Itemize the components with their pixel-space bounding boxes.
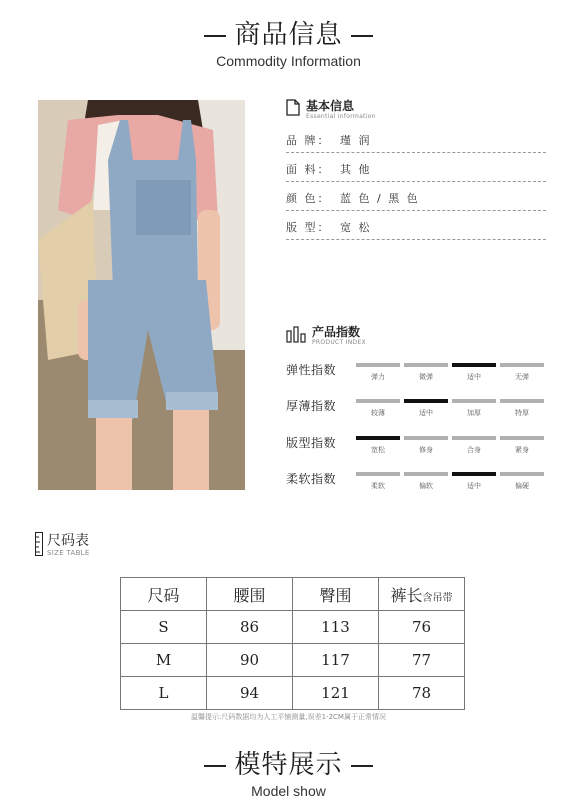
table-cell: 90 (207, 644, 293, 677)
index-bar (500, 399, 544, 403)
info-key: 颜 色： (286, 192, 331, 205)
table-cell: 94 (207, 677, 293, 710)
ruler-icon (35, 532, 43, 556)
index-label: 柔软指数 (286, 472, 337, 486)
document-icon (286, 99, 300, 116)
index-option-label: 加厚 (467, 409, 481, 417)
dash-left-icon (204, 35, 226, 37)
table-row (121, 677, 465, 710)
index-bar-selected (452, 363, 496, 367)
header-title-zh: 商品信息 (234, 20, 343, 50)
index-label: 弹性指数 (286, 363, 337, 377)
model-title-en: Model show (251, 783, 326, 799)
table-cell: 78 (379, 677, 465, 710)
index-bar (452, 436, 496, 440)
dash-right-icon (351, 35, 373, 37)
index-option-label: 较薄 (371, 409, 385, 417)
index-bar-selected (356, 436, 400, 440)
index-option-label: 偏硬 (515, 482, 529, 490)
info-row-color (286, 186, 546, 211)
table-cell: 117 (293, 644, 379, 677)
header-waist: 腰围 (207, 578, 293, 611)
info-value: 其 他 (340, 163, 372, 176)
index-option-label: 紧身 (515, 446, 529, 454)
table-cell: 121 (293, 677, 379, 710)
header-length-note: 含吊带 (422, 592, 453, 604)
table-cell: L (121, 677, 207, 710)
header-length: 裤长 (390, 585, 423, 605)
info-key: 版 型： (286, 221, 331, 234)
index-row (286, 434, 546, 462)
index-bar (500, 472, 544, 476)
index-option-label: 合身 (467, 446, 481, 454)
table-cell: 86 (207, 611, 293, 644)
index-option-label: 弹力 (371, 373, 385, 381)
info-row-fit (286, 215, 546, 240)
index-row (286, 397, 546, 425)
index-bar (404, 472, 448, 476)
header-title-en: Commodity Information (216, 53, 361, 69)
index-option-label: 特厚 (515, 409, 529, 417)
size-table-title: 尺码表 (47, 533, 89, 549)
table-cell: 76 (379, 611, 465, 644)
index-option-label: 无弹 (515, 373, 529, 381)
index-bar (500, 363, 544, 367)
size-table (120, 577, 465, 710)
table-cell: 77 (379, 644, 465, 677)
index-option-label: 适中 (419, 409, 433, 417)
info-key: 面 料： (286, 163, 331, 176)
index-bar-selected (404, 399, 448, 403)
model-header (0, 744, 577, 799)
dash-left-icon (204, 765, 226, 767)
index-option-label: 适中 (467, 482, 481, 490)
index-bar (404, 363, 448, 367)
info-row-brand (286, 128, 546, 153)
index-bar (356, 363, 400, 367)
table-header-row (121, 578, 465, 611)
info-row-fabric (286, 157, 546, 182)
index-option-label: 柔软 (371, 482, 385, 490)
index-option-label: 微弹 (419, 373, 433, 381)
info-value: 宽 松 (340, 221, 372, 234)
table-cell: M (121, 644, 207, 677)
size-note: 温馨提示:尺码数据均为人工平铺测量,误差1-2CM属于正常情况 (191, 713, 386, 721)
index-option-label: 宽松 (371, 446, 385, 454)
product-photo (38, 100, 245, 490)
index-bar (404, 436, 448, 440)
index-row (286, 470, 546, 498)
info-value: 瑾 润 (340, 134, 372, 147)
bar-chart-icon (286, 325, 308, 343)
table-cell: S (121, 611, 207, 644)
dash-right-icon (351, 765, 373, 767)
header-length-cell (379, 578, 465, 611)
index-bar (500, 436, 544, 440)
table-row (121, 644, 465, 677)
index-bar-selected (452, 472, 496, 476)
commodity-header (0, 14, 577, 69)
basic-info-subtitle: Essential information (306, 113, 376, 120)
index-row (286, 361, 546, 389)
info-key: 品 牌： (286, 134, 331, 147)
size-table-subtitle: SIZE TABLE (47, 549, 90, 557)
header-hip: 臀围 (293, 578, 379, 611)
model-title-zh: 模特展示 (234, 750, 343, 780)
index-bar (356, 399, 400, 403)
basic-info-title: 基本信息 (306, 99, 355, 113)
table-cell: 113 (293, 611, 379, 644)
index-label: 版型指数 (286, 436, 337, 450)
info-value: 蓝 色 / 黑 色 (340, 192, 420, 205)
index-option-label: 适中 (467, 373, 481, 381)
header-size: 尺码 (121, 578, 207, 611)
product-index-title: 产品指数 (312, 325, 361, 339)
index-bar (356, 472, 400, 476)
index-bar (452, 399, 496, 403)
table-row (121, 611, 465, 644)
index-option-label: 修身 (419, 446, 433, 454)
index-label: 厚薄指数 (286, 399, 337, 413)
index-option-label: 偏软 (419, 482, 433, 490)
product-index-subtitle: PRODUCT INDEX (312, 339, 366, 346)
